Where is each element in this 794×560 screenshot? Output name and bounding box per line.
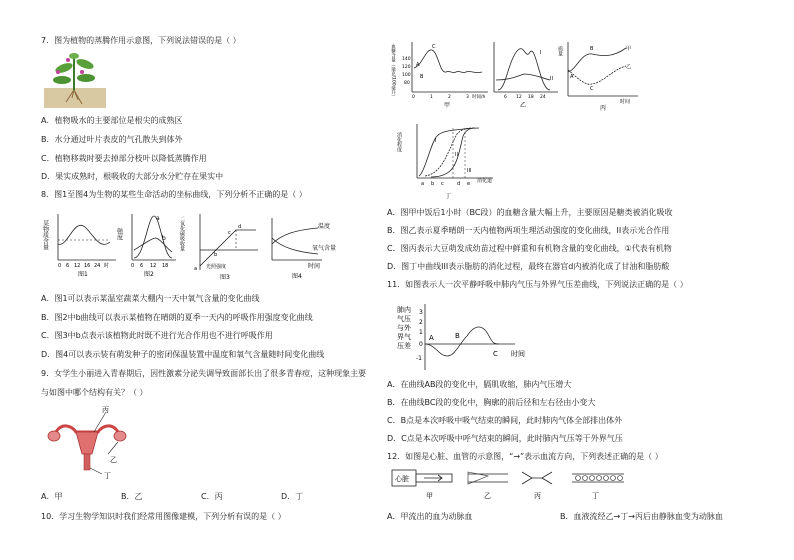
- q11-point-b: B: [455, 332, 460, 340]
- fig2-label-b: b: [162, 235, 166, 242]
- q12-stem: 12．如图是心脏、血管的示意图，“→”表示血流方向，下列表述正确的是（ ）: [387, 452, 663, 461]
- fig2-xtick: 12: [150, 263, 157, 269]
- q11-ytick: 2: [419, 319, 423, 326]
- jia-point-a: A: [416, 62, 420, 68]
- bing-ylabel: 质量: [557, 46, 563, 56]
- fig4-label-oxygen: 氧气含量: [312, 245, 337, 252]
- fig3-label-b: b: [214, 252, 218, 258]
- q8-figure-4: [262, 216, 340, 282]
- q10-option-b: B．图乙表示夏季晴朗一天内植物两项生理活动强度的变化曲线，II表示光合作用: [387, 226, 670, 235]
- q12-label-jia: 甲: [426, 492, 433, 500]
- q8-option-a: A．图1可以表示某温室蔬菜大棚内一天中氧气含量的变化曲线: [41, 294, 260, 303]
- bing-label-yi: 乙: [626, 64, 632, 70]
- q9-label-yi: 乙: [110, 456, 117, 464]
- q11-ylabel: 气压: [397, 315, 411, 323]
- q11-option-c: C．B点是本次呼吸中吸气结束的瞬间，此时肺内气体全部排出体外: [387, 416, 623, 425]
- fig1-xtick: 16: [84, 263, 91, 269]
- q8-option-d: D．图4可以表示装有萌发种子的密闭保温装置中温度和氧气含量随时间变化曲线: [41, 350, 325, 359]
- q11-stem: 11．如图表示人一次平静呼吸中肺内气压与外界气压差曲线，下列说法正确的是（ ）: [387, 280, 688, 289]
- q8-stem: 8．图1至图4为生物的某些生命活动的坐标曲线，下列分析不正确的是（ ）: [41, 190, 307, 199]
- q11-point-a: A: [429, 334, 434, 342]
- q12-label-ding: 丁: [592, 492, 599, 500]
- jia-point-c: C: [432, 44, 436, 50]
- q12-heart-label: 心脏: [395, 475, 409, 483]
- q11-ylabel: 肺内: [397, 306, 411, 314]
- ding-caption: 丁: [445, 193, 452, 200]
- q11-xlabel: 时间: [511, 350, 525, 358]
- q11-ylabel: 与外: [397, 324, 411, 332]
- ding-xlabel: 消化道: [477, 178, 493, 184]
- q12-label-bing: 丙: [534, 492, 541, 500]
- jia-xtick: 2: [448, 95, 451, 100]
- yi-xtick: 24: [540, 95, 546, 100]
- bing-caption: 丙: [600, 105, 607, 112]
- fig1-xtick: 6: [66, 263, 70, 269]
- ding-ylabel: 消化程度: [396, 132, 402, 152]
- yi-caption: 乙: [520, 102, 527, 109]
- fig1-xtick: 24: [94, 263, 101, 269]
- fig3-label-d: d: [238, 224, 242, 230]
- q8-option-b: B．图2中b曲线可以表示某植物在晴朗的夏季一天内的呼吸作用强度变化曲线: [41, 313, 313, 322]
- q11-ytick: 1: [419, 329, 423, 336]
- fig4-label-temperature: 温度: [318, 223, 331, 230]
- jia-ytick: 140: [402, 57, 411, 62]
- jia-ylabel: 血糖含量（毫克/100毫升）: [390, 44, 396, 100]
- ding-xtick: a: [421, 181, 425, 187]
- jia-caption: 甲: [444, 102, 451, 109]
- ding-xtick: c: [441, 181, 444, 187]
- jia-ytick: 80: [404, 81, 410, 86]
- q11-ylabel: 压差: [397, 342, 411, 350]
- q12-label-yi: 乙: [484, 492, 491, 500]
- q11-ytick: -1: [416, 355, 422, 362]
- fig3-label-c: c: [228, 230, 231, 236]
- q10-stem: 10．学习生物学知识时我们经常用图像建模，下列分析有误的是（ ）: [41, 512, 286, 521]
- fig1-caption: 图1: [78, 271, 88, 278]
- q9-label-ding: 丁: [104, 472, 111, 480]
- q12-option-a: A．甲流出的血为动脉血: [387, 512, 473, 521]
- q11-ytick: 3: [419, 309, 423, 316]
- q11-ytick: 0: [419, 341, 423, 348]
- ding-curve-ii: II: [455, 152, 458, 158]
- q7-stem: 7．图为植物的蒸腾作用示意图，下列说法错误的是（ ）: [41, 36, 241, 45]
- q10-figure-jia: [392, 40, 492, 110]
- q11-option-a: A．在曲线AB段的变化中，膈肌收缩，肺内气压增大: [387, 380, 572, 389]
- fig2-xtick: 18: [162, 263, 169, 269]
- q7-option-b: B．水分通过叶片表皮的气孔散失到体外: [41, 135, 183, 144]
- q8-figure-1: [41, 210, 119, 280]
- fig1-xunit: 时: [104, 263, 110, 269]
- female-reproductive-figure: [42, 406, 132, 484]
- yi-xtick: 6: [504, 95, 507, 100]
- bing-label-c: C: [590, 86, 594, 92]
- fig1-xtick: 12: [74, 263, 81, 269]
- q12-option-b: B．血液流经乙→丁→丙后由静脉血变为动脉血: [560, 512, 723, 521]
- bing-xlabel: 时间: [620, 99, 631, 105]
- jia-ytick: 120: [402, 65, 411, 70]
- q11-ylabel: 界气: [397, 333, 411, 341]
- q10-figure-bing: [557, 40, 642, 112]
- bing-label-jia: 甲: [626, 46, 632, 52]
- yi-curve-ii: II: [550, 76, 553, 82]
- ding-xtick: d: [457, 181, 461, 187]
- fig4-caption: 图4: [292, 273, 302, 280]
- q11-pressure-figure: [395, 300, 535, 372]
- jia-xtick: 1: [430, 95, 433, 100]
- ding-xtick: b: [431, 181, 435, 187]
- fig2-xtick: 0: [131, 263, 135, 269]
- q7-option-c: C．植物移栽时要去掉部分枝叶以降低蒸腾作用: [41, 154, 207, 163]
- q7-option-a: A．植物吸水的主要部位是根尖的成熟区: [41, 116, 183, 125]
- q9-stem-line1: 9．女学生小丽进入青春期后，因性激素分泌失调导致面部长出了很多青春痘，这种现象主要: [41, 369, 367, 378]
- fig2-ylabel: 强度: [115, 228, 123, 240]
- yi-curve-i: I: [540, 50, 542, 56]
- fig4-xlabel: 时间: [308, 263, 321, 270]
- q10-figure-ding: [395, 122, 505, 202]
- jia-ytick: 100: [402, 73, 411, 78]
- q11-option-d: D．C点是本次呼吸中呼气结束的瞬间，此时肺内气压等于外界气压: [387, 434, 623, 443]
- ding-xtick: e: [467, 181, 471, 187]
- yi-xtick: 12: [516, 95, 522, 100]
- jia-xunit: 时间/h: [472, 95, 486, 100]
- jia-point-b: B: [420, 74, 424, 80]
- q8-figure-3: [180, 210, 260, 282]
- yi-xtick: 18: [528, 95, 534, 100]
- q10-option-d: D．图丁中曲线III表示脂肪的消化过程，最终在器官d内被消化成了甘油和脂肪酸: [387, 262, 670, 271]
- q8-figure-2: [115, 210, 180, 280]
- q10-option-c: C．图丙表示大豆萌发成幼苗过程中鲜重和有机物含量的变化曲线，①代表有机物: [387, 244, 672, 253]
- q11-point-c: C: [493, 350, 498, 358]
- fig2-caption: 图2: [144, 271, 154, 278]
- q9-label-bing: 丙: [102, 406, 109, 414]
- bing-label-b: B: [590, 46, 594, 52]
- q7-option-d: D．果实成熟时，根吸收的大部分水分贮存在果实中: [41, 172, 224, 181]
- q9-option-b: B．乙: [121, 492, 143, 501]
- q9-option-a: A．甲: [41, 492, 63, 501]
- fig2-label-a: a: [156, 215, 160, 222]
- q9-option-d: D．丁: [281, 492, 304, 501]
- q11-option-b: B．在曲线BC段的变化中，胸廓的前后径和左右径由小变大: [387, 398, 596, 407]
- jia-xtick: 3: [466, 95, 469, 100]
- q10-figure-yi: [490, 40, 560, 110]
- q9-stem-line2: 与如图中哪个结构有关？（ ）: [41, 388, 148, 397]
- bing-label-a: A: [570, 74, 574, 80]
- q8-option-c: C．图3中b点表示该植物此时既不进行光合作用也不进行呼吸作用: [41, 331, 273, 340]
- fig3-ylabel: 二氧化碳吸收量: [179, 216, 185, 251]
- fig1-ylabel: 某物质含量: [41, 220, 49, 250]
- fig2-xtick: 6: [140, 263, 144, 269]
- fig1-xtick: 0: [58, 263, 62, 269]
- q10-option-a: A．图甲中饭后1小时（BC段）的血糖含量大幅上升，主要原因是糖类被消化吸收: [387, 208, 673, 217]
- q9-option-c: C．丙: [201, 492, 223, 501]
- transpiration-plant-figure: [44, 50, 106, 108]
- ding-curve-iii: III: [467, 168, 472, 174]
- ding-curve-i: I: [435, 138, 437, 144]
- fig3-label-a: a: [194, 266, 198, 272]
- jia-xtick: 0: [412, 95, 415, 100]
- fig3-caption: 图3: [220, 274, 230, 281]
- fig3-xlabel: 光照强度: [206, 264, 227, 270]
- q12-heart-vessels-figure: [392, 468, 642, 504]
